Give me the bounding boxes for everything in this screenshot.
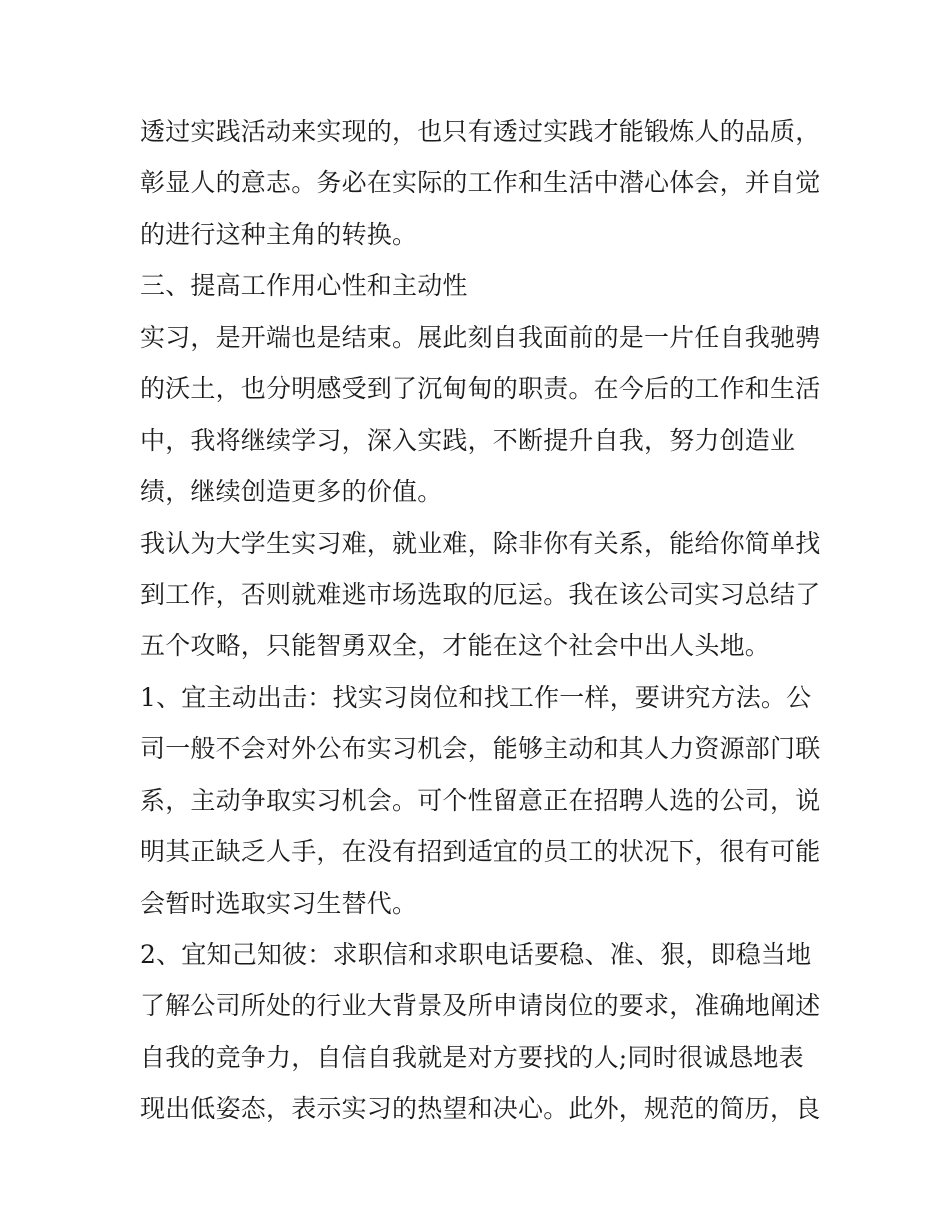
- text-line: 绩，继续创造更多的价值。: [140, 477, 443, 507]
- text-line: 会暂时选取实习生替代。: [140, 888, 418, 918]
- text-line: 现出低姿态，表示实习的热望和决心。此外，规范的简历，良: [140, 1094, 820, 1124]
- text-line: 透过实践活动来实现的，也只有透过实践才能锻炼人的品质，: [140, 117, 820, 146]
- document-body: [140, 106, 820, 1135]
- text-line: 系，主动争取实习机会。可个性留意正在招聘人选的公司，说: [140, 785, 820, 815]
- text-line: 了解公司所处的行业大背景及所申请岗位的要求，准确地阐述: [140, 991, 820, 1021]
- text-line: 五个攻略，只能智勇双全，才能在这个社会中出人头地。: [140, 631, 771, 661]
- text-line: 我认为大学生实习难，就业难，除非你有关系，能给你简单找: [140, 528, 820, 558]
- text-line: 彰显人的意志。务必在实际的工作和生活中潜心体会，并自觉: [140, 168, 820, 198]
- text-line: 明其正缺乏人手，在没有招到适宜的员工的状况下，很有可能: [140, 837, 820, 867]
- text-line: 到工作，否则就难逃市场选取的厄运。我在该公司实习总结了: [140, 579, 820, 609]
- section-heading: 三、提高工作用心性和主动性: [140, 271, 468, 301]
- list-item-line: 1、宜主动出击：找实习岗位和找工作一样，要讲究方法。公: [140, 682, 812, 712]
- text-line: 实习，是开端也是结束。展此刻自我面前的是一片任自我驰骋: [140, 322, 820, 352]
- text-line: 自我的竞争力，自信自我就是对方要找的人;同时很诚恳地表: [140, 1042, 804, 1072]
- text-line: 司一般不会对外公布实习机会，能够主动和其人力资源部门联: [140, 734, 820, 764]
- list-item-line: 2、宜知己知彼：求职信和求职电话要稳、准、狠，即稳当地: [140, 940, 812, 969]
- text-line: 的沃土，也分明感受到了沉甸甸的职责。在今后的工作和生活: [140, 374, 820, 404]
- text-line: 中，我将继续学习，深入实践，不断提升自我，努力创造业: [140, 425, 796, 455]
- text-line: 的进行这种主角的转换。: [140, 219, 418, 249]
